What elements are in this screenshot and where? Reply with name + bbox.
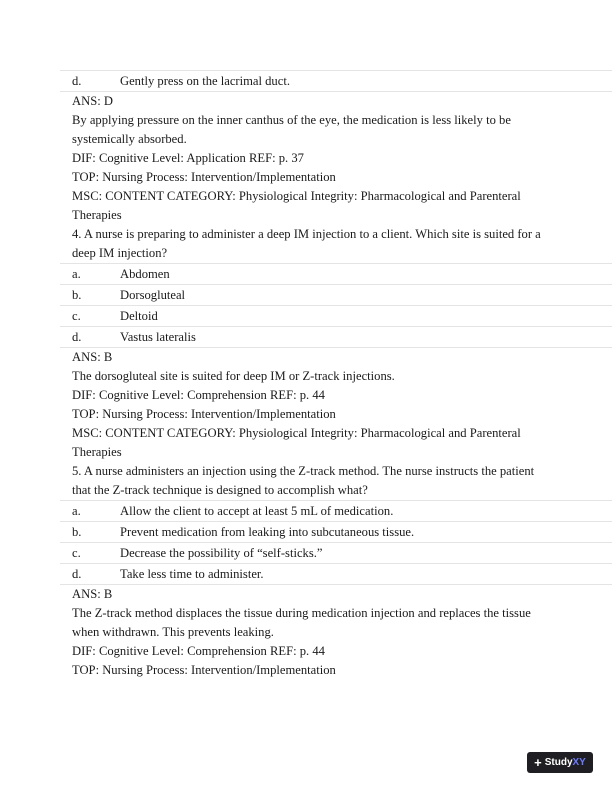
q4-option-b: b. Dorsogluteal: [72, 288, 186, 302]
q5-option-a: a. Allow the client to accept at least 5 mL of medication.: [72, 504, 394, 518]
q3-rationale: By applying pressure on the inner canthus of the eye, the medication is less likely to be systemically absorbed.: [72, 113, 511, 146]
plus-icon: +: [534, 755, 542, 770]
q5-option-d: d. Take less time to administer.: [72, 567, 264, 581]
q4-dif: DIF: Cognitive Level: Comprehension REF: p. 44: [72, 388, 325, 402]
q5-option-c: c. Decrease the possibility of “self-sticks.”: [72, 546, 323, 560]
q4-msc: MSC: CONTENT CATEGORY: Physiological Integrity: Pharmacological and Parenteral Therapies: [72, 426, 521, 459]
q4-rationale: The dorsogluteal site is suited for deep IM or Z-track injections.: [72, 369, 395, 383]
q3-option-d: d. Gently press on the lacrimal duct.: [72, 74, 290, 88]
q5-answer: ANS: B: [72, 587, 113, 601]
q5-option-b: b. Prevent medication from leaking into subcutaneous tissue.: [72, 525, 415, 539]
q3-dif: DIF: Cognitive Level: Application REF: p. 37: [72, 151, 304, 165]
q3-top: TOP: Nursing Process: Intervention/Implementation: [72, 170, 336, 184]
q5-top: TOP: Nursing Process: Intervention/Implementation: [72, 663, 336, 677]
q4-option-d: d. Vastus lateralis: [72, 330, 196, 344]
document-page: [0, 70, 612, 680]
q4-answer: ANS: B: [72, 350, 113, 364]
q4-option-c: c. Deltoid: [72, 309, 158, 323]
q3-answer: ANS: D: [72, 94, 113, 108]
q5-question: 5. A nurse administers an injection using the Z-track method. The nurse instructs the patient that the Z-track technique is designed to accomplish what?: [72, 464, 535, 497]
q3-msc: MSC: CONTENT CATEGORY: Physiological Integrity: Pharmacological and Parenteral Therapies: [72, 189, 521, 222]
q4-question: 4. A nurse is preparing to administer a deep IM injection to a client. Which site is suited for a deep IM injection?: [72, 227, 541, 260]
q4-top: TOP: Nursing Process: Intervention/Implementation: [72, 407, 336, 421]
q5-dif: DIF: Cognitive Level: Comprehension REF: p. 44: [72, 644, 325, 658]
studyxy-logo[interactable]: + StudyXY: [527, 752, 593, 773]
q5-rationale: The Z-track method displaces the tissue during medication injection and replaces the tissue when withdrawn. This prevents leaking.: [72, 606, 531, 639]
q4-option-a: a. Abdomen: [72, 267, 170, 281]
